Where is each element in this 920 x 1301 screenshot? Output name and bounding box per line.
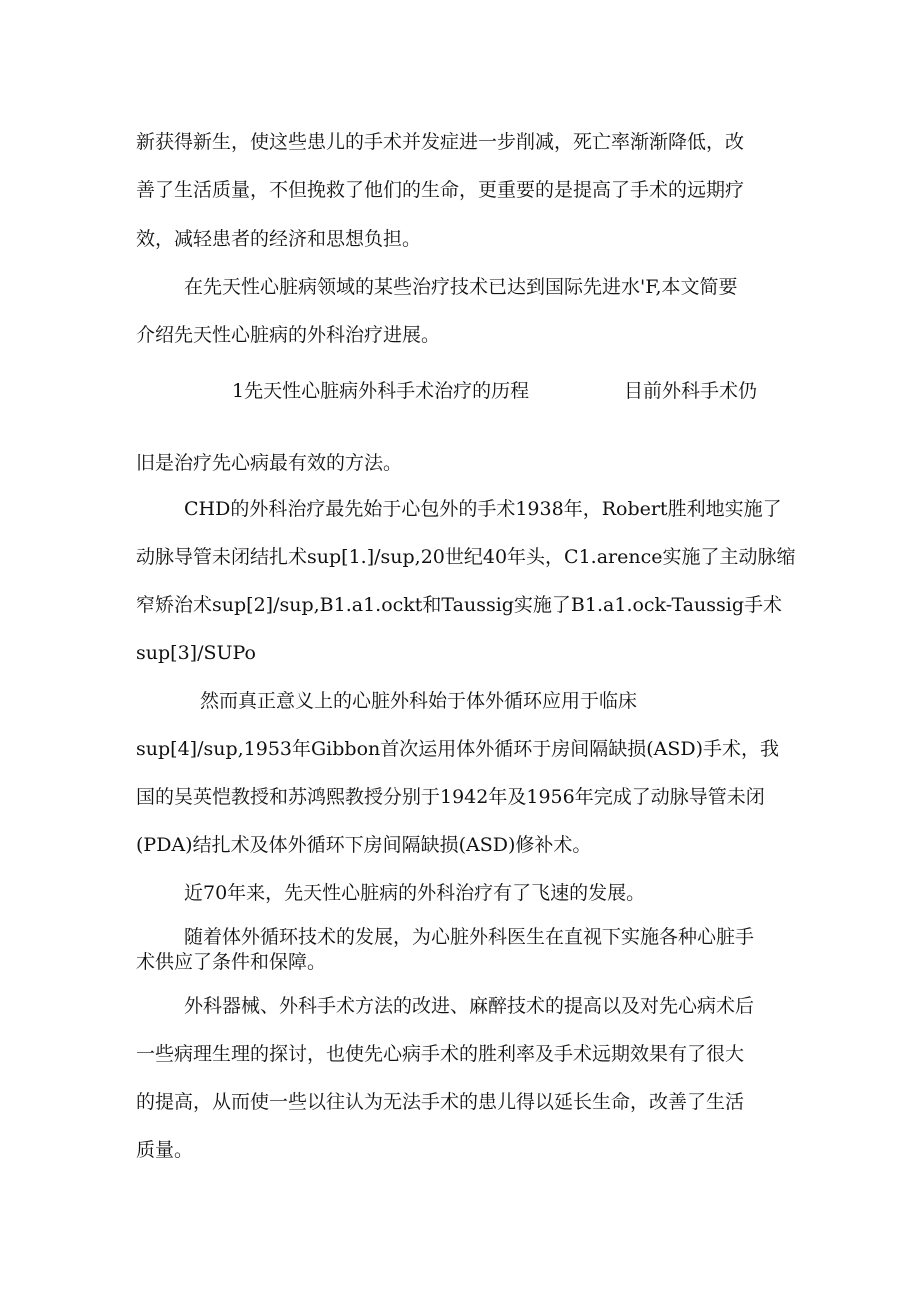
text-line: 介绍先天性心脏病的外科治疗进展。 [136,324,441,346]
text-line: (PDA)结扎术及体外循环下房间隔缺损(ASD)修补术。 [136,834,592,856]
text-line: 新获得新生，使这些患儿的手术并发症进一步削减，死亡率渐渐降低，改 [136,131,745,153]
text-line: 目前外科手术仍 [624,380,758,402]
text-line: 术供应了条件和保障。 [136,951,327,973]
text-line: 的提高，从而使一些以往认为无法手术的患儿得以延长生命，改善了生活 [136,1091,745,1113]
text-line: 近70年来，先天性心脏病的外科治疗有了飞速的发展。 [184,882,646,904]
text-line: 外科器械、外科手术方法的改进、麻醉技术的提高以及对先心病术后 [184,995,755,1017]
text-line: 旧是治疗先心病最有效的方法。 [136,452,403,474]
text-line: 然而真正意义上的心脏外科始于体外循环应用于临床 [200,690,638,712]
text-line: 质量。 [136,1139,194,1161]
text-line: sup[4]∕sup,1953年Gibbon首次运用体外循环于房间隔缺损(ASD)手术，我 [136,738,780,760]
text-line: sup[3]/SUPo [136,642,256,664]
text-line: 效，减轻患者的经济和思想负担。 [136,228,422,250]
text-line: 善了生活质量，不但挽救了他们的生命，更重要的是提高了手术的远期疗 [136,179,745,201]
text-line: 动脉导管未闭结扎术sup[1.]∕sup,20世纪40年头，C1.arence实施了主动脉缩 [136,546,796,568]
text-line: 随着体外循环技术的发展，为心脏外科医生在直视下实施各种心脏手 [184,926,755,948]
text-line: 窄矫治术sup[2]/sup,B1.a1.ockt和Taussig实施了B1.a1.ock-Taussig手术 [136,594,782,616]
text-line: 一些病理生理的探讨，也使先心病手术的胜利率及手术远期效果有了很大 [136,1043,745,1065]
text-line: CHD的外科治疗最先始于心包外的手术1938年，Robert胜利地实施了 [184,498,782,520]
section-heading: 1先天性心脏病外科手术治疗的历程 [232,380,530,402]
text-line: 在先天性心脏病领域的某些治疗技术已达到国际先进水'F,本文简要 [184,276,738,298]
text-line: 国的吴英恺教授和苏鸿熙教授分别于1942年及1956年完成了动脉导管未闭 [136,786,765,808]
